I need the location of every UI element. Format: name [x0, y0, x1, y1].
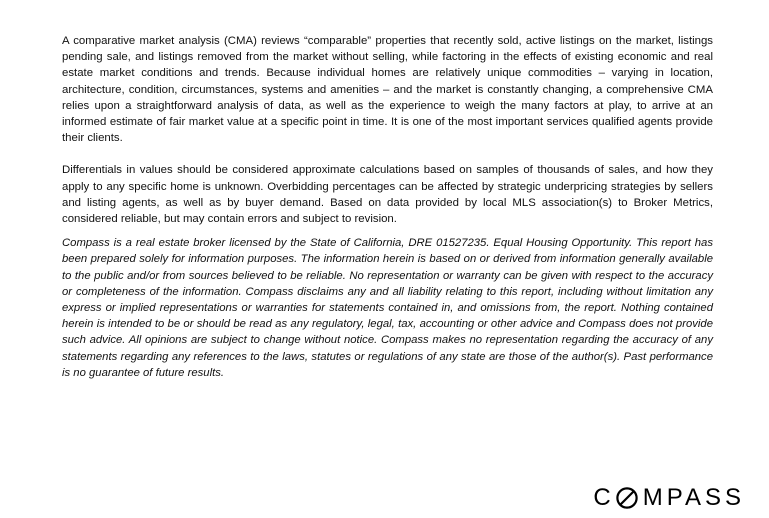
legal-disclaimer-paragraph: Compass is a real estate broker licensed by the State of California, DRE 01527235. Equal Housing Opportunity. This report has been prepared solely for information purposes. The information herein is based on or derived from information generally available to the public and/or from sources believed to be reliable. No representation or warranty can be given with respect to the accuracy or completeness of the information. Compass disclaims any and all liability relating to this report, including without limitation any express or implied representations or warranties for statements contained in, and omissions from, the report. Nothing contained herein is intended to be or should be read as any regulatory, legal, tax, accounting or other advice and Compass does not provide such advice. All opinions are subject to change without notice. Compass makes no representation regarding the accuracy of any statements regarding any references to the laws, statutes or regulations of any state are those of the author(s). Past performance is no guarantee of future results. [62, 237, 713, 379]
compass-logo [593, 484, 745, 512]
compass-o-icon [615, 486, 639, 510]
logo-suffix: MPASS [642, 484, 745, 511]
differentials-paragraph: Differentials in values should be considered approximate calculations based on samples of thousands of sales, and how they apply to any specific home is unknown. Overbidding percentages can be affected by strategic underpricing strategies by sellers and listing agents, as well as by buyer demand. Based on data provided by local MLS association(s) to Broker Metrics, considered reliable, but may contain errors and subject to revision. [62, 164, 713, 226]
cma-explanation-paragraph: A comparative market analysis (CMA) reviews “comparable” properties that recently sold, active listings on the market, listings pending sale, and listings removed from the market without selling, while factoring in the effects of existing economic and real estate market conditions and trends. Because individual homes are relatively unique commodities – varying in location, architecture, condition, circumstances, systems and amenities – and the market is constantly changing, a comprehensive CMA relies upon a straightforward analysis of data, as well as the experience to weigh the many factors at play, to arrive at an informed estimate of fair market value at a specific point in time. It is one of the most important services qualified agents provide their clients. [62, 35, 713, 145]
logo-prefix: C [593, 484, 615, 511]
document-body [62, 33, 713, 381]
